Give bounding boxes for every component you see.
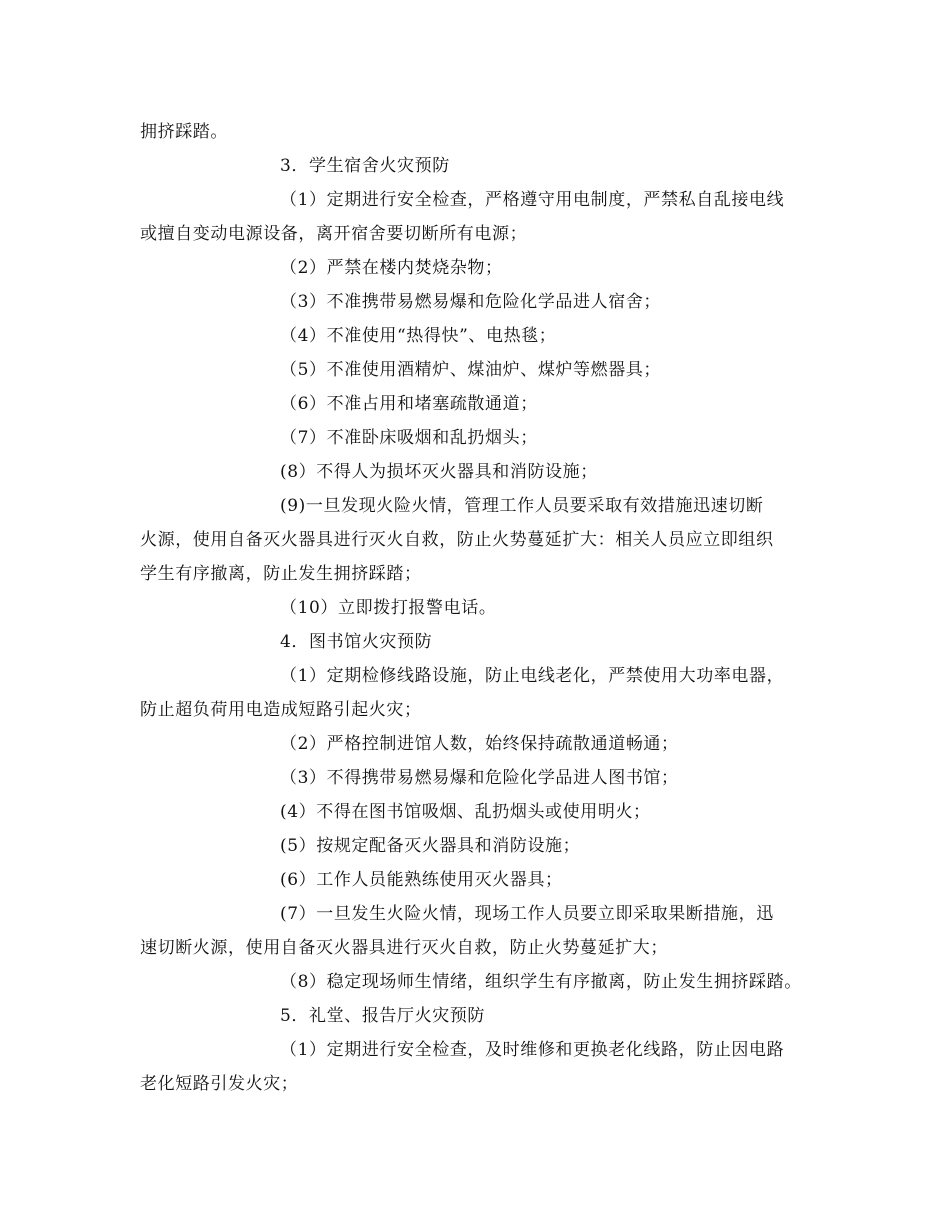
list-item-dorm-10: （10）立即拨打报警电话。 (280, 598, 497, 618)
list-item-dorm-8: (8）不得人为损坏灭火器具和消防设施； (280, 462, 598, 482)
list-item-library-8: （8）稳定现场师生情绪，组织学生有序撤离，防止发生拥挤踩踏。 (280, 972, 802, 992)
list-item-auditorium-1: （1）定期进行安全检查，及时维修和更换老化线路，防止因电路 (280, 1040, 785, 1060)
list-item-dorm-5: （5）不准使用酒精炉、煤油炉、煤炉等燃器具； (280, 360, 662, 380)
text-line-continuation: 或擅自变动电源设备，离开宿舍要切断所有电源； (140, 224, 528, 244)
list-item-library-1: （1）定期检修线路设施，防止电线老化，严禁使用大功率电器， (280, 666, 785, 686)
list-item-library-5: (5）按规定配备灭火器具和消防设施； (280, 836, 581, 856)
list-item-dorm-3: （3）不准携带易燃易爆和危险化学品进人宿舍； (280, 292, 662, 312)
list-item-dorm-4: （4）不准使用“热得快”、电热毯； (280, 326, 557, 346)
section-heading-library: 4．图书馆火灾预防 (280, 632, 433, 652)
list-item-dorm-1: （1）定期进行安全检查，严格遵守用电制度，严禁私自乱接电线 (280, 190, 785, 210)
text-line-continuation: 拥挤踩踏。 (140, 122, 228, 142)
list-item-library-7: (7）一旦发生火险火情，现场工作人员要立即采取果断措施，迅 (280, 904, 774, 924)
list-item-library-2: （2）严格控制进馆人数，始终保持疏散通道畅通； (280, 734, 679, 754)
section-heading-auditorium: 5．礼堂、报告厅火灾预防 (280, 1006, 486, 1026)
text-line-continuation: 火源，使用自备灭火器具进行灭火自救，防止火势蔓延扩大：相关人员应立即组织 (140, 530, 774, 550)
list-item-dorm-2: （2）严禁在楼内焚烧杂物； (280, 258, 503, 278)
list-item-dorm-7: （7）不准卧床吸烟和乱扔烟头； (280, 428, 538, 448)
text-line-continuation: 学生有序撤离，防止发生拥挤踩踏； (140, 564, 422, 584)
text-line-continuation: 老化短路引发火灾； (140, 1074, 299, 1094)
list-item-dorm-9: (9)一旦发现火险火情，管理工作人员要采取有效措施迅速切断 (280, 496, 764, 516)
text-line-continuation: 速切断火源，使用自备灭火器具进行灭火自救，防止火势蔓延扩大； (140, 938, 668, 958)
section-heading-dormitory: 3．学生宿舍火灾预防 (280, 156, 450, 176)
list-item-library-4: (4）不得在图书馆吸烟、乱扔烟头或使用明火； (280, 802, 651, 822)
list-item-library-6: (6）工作人员能熟练使用灭火器具； (280, 870, 563, 890)
text-line-continuation: 防止超负荷用电造成短路引起火灾； (140, 700, 422, 720)
list-item-library-3: （3）不得携带易燃易爆和危险化学品进人图书馆； (280, 768, 679, 788)
list-item-dorm-6: （6）不准占用和堵塞疏散通道； (280, 394, 538, 414)
